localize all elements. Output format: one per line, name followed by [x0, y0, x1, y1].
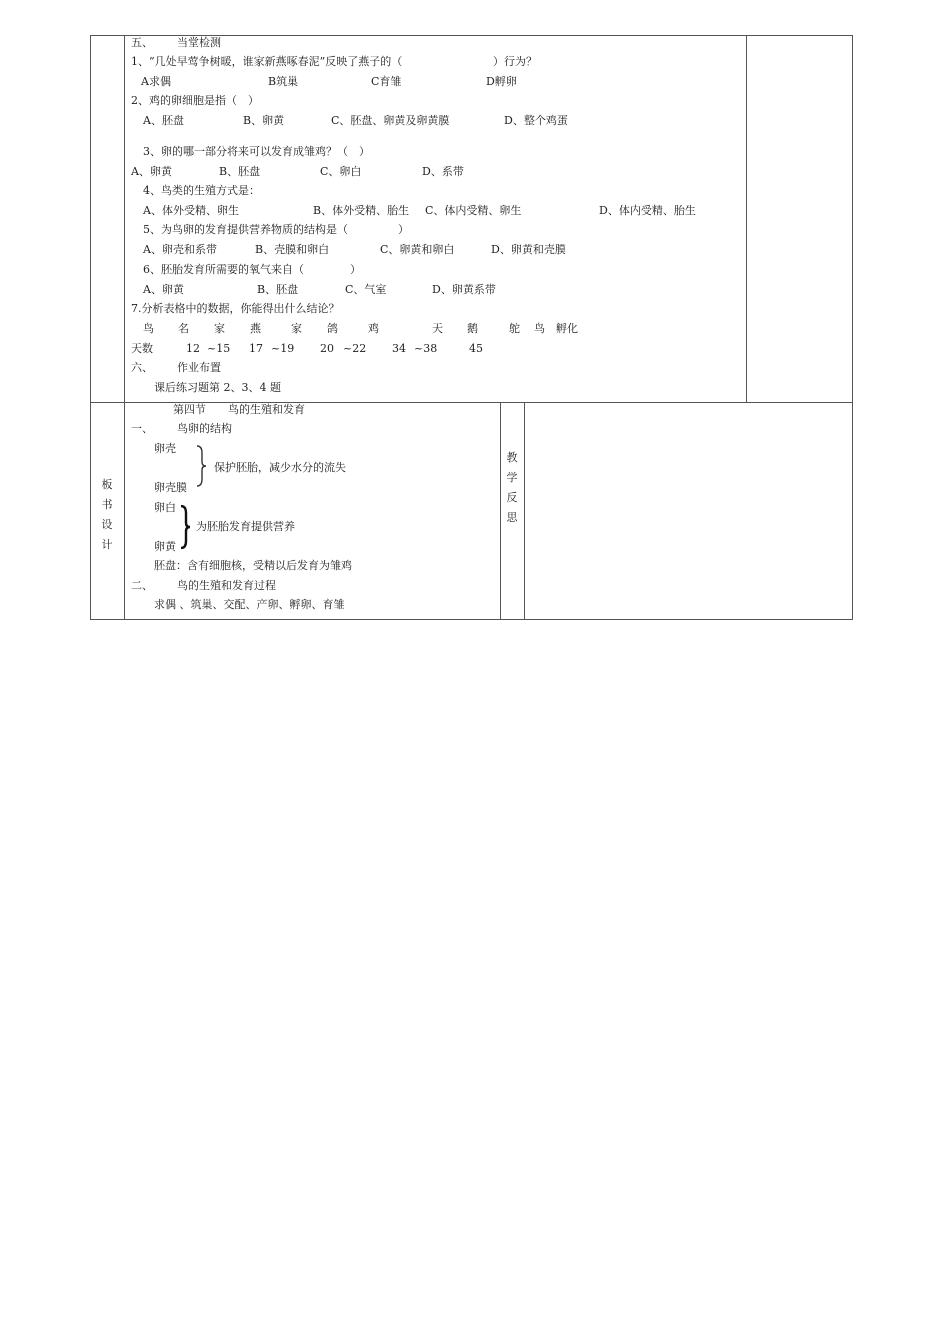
- q3-option-d: D、系带: [422, 165, 464, 178]
- board-label-char: 设: [101, 518, 113, 531]
- q1-option-d: D孵卵: [486, 75, 517, 88]
- table-left-border: [90, 35, 91, 620]
- table-bottom-border: [90, 619, 853, 620]
- q7-header-cell: 家: [291, 322, 302, 335]
- q7-header-cell: 鸽: [327, 322, 338, 335]
- q5-stem: 5、为鸟卵的发育提供营养物质的结构是（: [143, 223, 348, 236]
- q6-option-a: A、卵黄: [143, 283, 184, 296]
- q6-stem-end: ）: [350, 263, 361, 276]
- section5-heading: 当堂检测: [177, 36, 221, 49]
- q7-header-cell: 孵化: [556, 322, 578, 335]
- q2-stem: 2、鸡的卵细胞是指（ ）: [131, 94, 259, 107]
- teaching-reflection-label: [505, 448, 519, 528]
- reflection-label-char: 学: [506, 471, 518, 484]
- q1-option-a: A求偶: [141, 75, 171, 88]
- q2-option-a: A、胚盘: [143, 114, 184, 127]
- section6-heading: 作业布置: [177, 361, 221, 374]
- q1-stem-end: ）行为？: [493, 55, 537, 68]
- reflection-label-char: 思: [506, 511, 518, 524]
- shell-brace-icon: [194, 445, 208, 487]
- q7-header-cell: 鹅: [467, 322, 478, 335]
- part1-heading: 鸟卵的结构: [177, 422, 232, 435]
- table-lower-col-border-2: [524, 402, 525, 619]
- section5-number: 五、: [131, 36, 153, 49]
- q1-stem: 1、“几处早莺争树暖，谁家新燕啄春泥”反映了燕子的（: [131, 55, 403, 68]
- q2-option-d: D、整个鸡蛋: [504, 114, 568, 127]
- table-lower-col-border-1: [500, 402, 501, 619]
- q4-option-c: C、体内受精、卵生: [425, 204, 522, 217]
- reflection-label-char: 教: [506, 451, 518, 464]
- q6-option-d: D、卵黄系带: [432, 283, 496, 296]
- board-label-char: 板: [101, 478, 113, 491]
- q1-option-b: B筑巢: [268, 75, 299, 88]
- germinal-disc-note: 胚盘：含有细胞核，受精以后发育为雏鸡: [154, 559, 352, 572]
- q5-option-c: C、卵黄和卵白: [380, 243, 455, 256]
- q7-data-cell: 45: [469, 342, 483, 355]
- q7-data-cell: ~22: [343, 342, 367, 355]
- q3-stem: 3、卵的哪一部分将来可以发育成雏鸡？（ ）: [143, 145, 370, 158]
- q7-header-cell: 鸡: [368, 322, 379, 335]
- q3-option-a: A、卵黄: [131, 165, 172, 178]
- q7-data-cell: ~38: [414, 342, 438, 355]
- q4-option-d: D、体内受精、胎生: [599, 204, 696, 217]
- table-col1-border: [124, 35, 125, 620]
- q5-stem-end: ）: [398, 223, 409, 236]
- reflection-label-char: 反: [506, 491, 518, 504]
- board-design-label: [100, 475, 114, 555]
- q5-option-d: D、卵黄和壳膜: [491, 243, 566, 256]
- board-label-char: 书: [101, 498, 113, 511]
- nutrition-brace-icon: [178, 505, 192, 549]
- process-steps: 求偶 、筑巢、交配、产卵、孵卵、育雏: [154, 598, 345, 611]
- q5-option-a: A、卵壳和系带: [143, 243, 217, 256]
- q6-option-c: C、气室: [345, 283, 387, 296]
- q3-option-b: B、胚盘: [219, 165, 261, 178]
- q7-header-cell: 燕: [250, 322, 261, 335]
- q4-option-a: A、体外受精、卵生: [143, 204, 239, 217]
- q7-header-cell: 天: [432, 322, 443, 335]
- part2-number: 二、: [131, 579, 153, 592]
- q7-data-cell: 20: [320, 342, 334, 355]
- q2-option-b: B、卵黄: [243, 114, 285, 127]
- board-title: 第四节 鸟的生殖和发育: [173, 403, 305, 416]
- label-albumen: 卵白: [154, 501, 176, 514]
- shell-note: 保护胚胎，减少水分的流失: [214, 461, 346, 474]
- table-right-border: [852, 35, 853, 620]
- q4-stem: 4、鸟类的生殖方式是：: [143, 184, 260, 197]
- q7-data-cell: ~15: [207, 342, 231, 355]
- board-label-char: 计: [101, 538, 113, 551]
- q7-header-cell: 鸵: [509, 322, 520, 335]
- q7-data-cell: 天数: [131, 342, 153, 355]
- q6-option-b: B、胚盘: [257, 283, 299, 296]
- q7-header-cell: 鸟: [143, 322, 154, 335]
- section6-number: 六、: [131, 361, 153, 374]
- part2-heading: 鸟的生殖和发育过程: [177, 579, 276, 592]
- label-shell-membrane: 卵壳膜: [154, 481, 187, 494]
- q7-header-cell: 名: [178, 322, 189, 335]
- q7-data-cell: ~19: [271, 342, 295, 355]
- yolk-note: 为胚胎发育提供营养: [196, 520, 295, 533]
- q3-option-c: C、卵白: [320, 165, 362, 178]
- q4-option-b: B、体外受精、胎生: [313, 204, 410, 217]
- homework-content: 课后练习题第 2、3、4 题: [154, 381, 281, 394]
- q2-option-c: C、胚盘、卵黄及卵黄膜: [331, 114, 450, 127]
- q6-stem: 6、胚胎发育所需要的氧气来自（: [143, 263, 304, 276]
- label-yolk: 卵黄: [154, 540, 176, 553]
- part1-number: 一、: [131, 422, 153, 435]
- q1-option-c: C育雏: [371, 75, 402, 88]
- q7-header-cell: 家: [214, 322, 225, 335]
- q7-stem: 7.分析表格中的数据，你能得出什么结论？: [131, 302, 340, 315]
- table-upper-col-border: [746, 35, 747, 402]
- q7-data-cell: 17: [249, 342, 263, 355]
- q7-header-cell: 鸟: [534, 322, 545, 335]
- label-shell: 卵壳: [154, 442, 176, 455]
- q7-data-cell: 12: [186, 342, 200, 355]
- q5-option-b: B、壳膜和卵白: [255, 243, 330, 256]
- q7-data-cell: 34: [392, 342, 406, 355]
